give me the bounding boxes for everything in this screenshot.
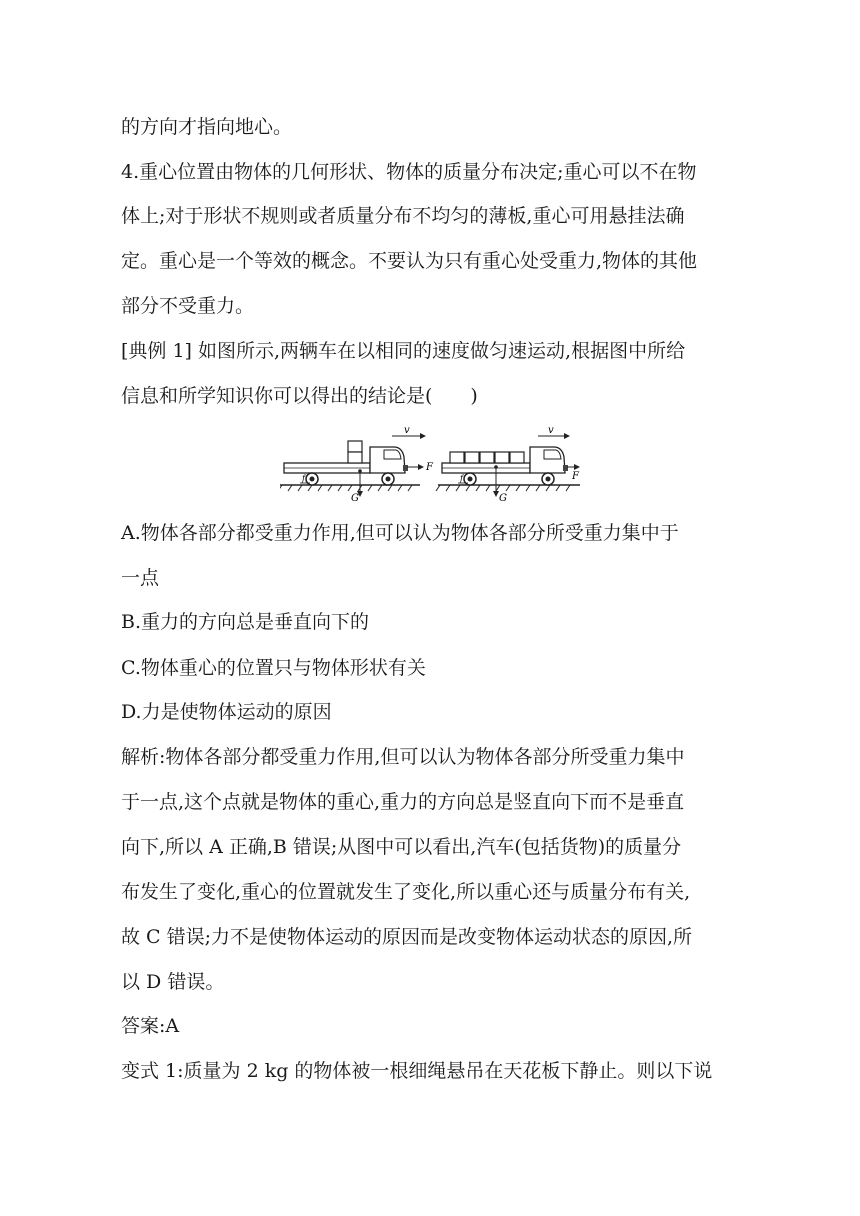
force-label: F: [572, 471, 579, 482]
option-d: D.力是使物体运动的原因: [121, 701, 332, 723]
answer-line: 答案:A: [121, 1015, 180, 1037]
option-a-cont: 一点: [121, 567, 160, 589]
gravity-label: G: [499, 493, 507, 503]
analysis-line: 于一点,这个点就是物体的重心,重力的方向总是竖直向下而不是垂直: [121, 791, 685, 813]
text-line: 定。重心是一个等效的概念。不要认为只有重心处受重力,物体的其他: [121, 250, 698, 272]
friction-label: f: [460, 474, 463, 483]
analysis-line: 解析:物体各部分都受重力作用,但可以认为物体各部分所受重力集中: [121, 746, 685, 768]
option-c: C.物体重心的位置只与物体形状有关: [121, 657, 426, 679]
force-label: F: [426, 462, 433, 473]
truck-2: [436, 425, 580, 503]
text-line: 的方向才指向地心。: [121, 116, 293, 138]
gravity-label: G: [351, 493, 359, 503]
velocity-label: v: [548, 425, 554, 436]
analysis-line: 向下,所以 A 正确,B 错误;从图中可以看出,汽车(包括货物)的质量分: [121, 836, 682, 858]
analysis-line: 以 D 错误。: [121, 971, 225, 993]
truck-1: [280, 425, 434, 503]
analysis-line: 故 C 错误;力不是使物体运动的原因而是改变物体运动状态的原因,所: [121, 926, 693, 948]
text-line: 体上;对于形状不规则或者质量分布不均匀的薄板,重心可用悬挂法确: [121, 205, 685, 227]
option-a: A.物体各部分都受重力作用,但可以认为物体各部分所受重力集中于: [121, 522, 679, 544]
text-line: 信息和所学知识你可以得出的结论是( ): [121, 385, 478, 407]
analysis-line: 布发生了变化,重心的位置就发生了变化,所以重心还与质量分布有关,: [121, 881, 691, 903]
text-line: 4.重心位置由物体的几何形状、物体的质量分布决定;重心可以不在物: [121, 161, 697, 183]
two-trucks-figure: [280, 425, 585, 503]
variant-question: 变式 1:质量为 2 kg 的物体被一根细绳悬吊在天花板下静止。则以下说: [121, 1060, 713, 1082]
velocity-label: v: [404, 425, 410, 436]
text-line: 部分不受重力。: [121, 295, 255, 317]
option-b: B.重力的方向总是垂直向下的: [121, 611, 370, 633]
example-heading: [典例 1] 如图所示,两辆车在以相同的速度做匀速运动,根据图中所给: [121, 340, 686, 362]
friction-label: f: [302, 474, 305, 483]
